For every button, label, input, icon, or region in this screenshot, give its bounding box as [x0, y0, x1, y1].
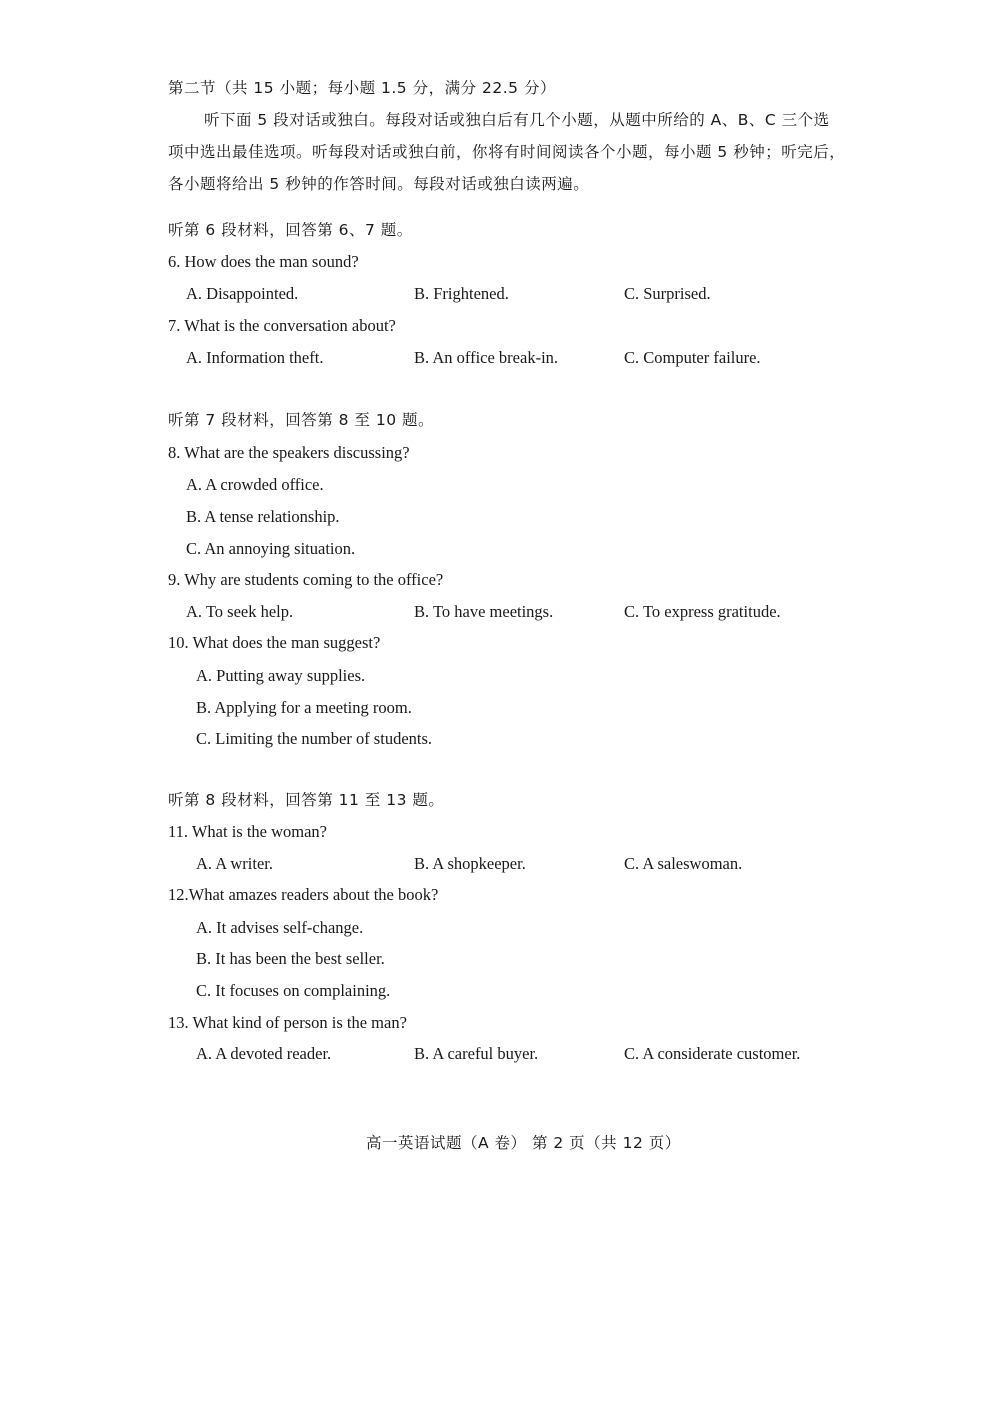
question-9-option-a: A. To seek help.	[186, 602, 294, 621]
question-12-option-c: C. It focuses on complaining.	[196, 981, 391, 1000]
instruction-line-1: 听下面 5 段对话或独白。每段对话或独白后有几个小题，从题中所给的 A、B、C 三个选	[204, 111, 830, 129]
question-8-option-c: C. An annoying situation.	[186, 539, 356, 558]
question-7-option-c: C. Computer failure.	[624, 348, 761, 367]
question-7-option-a: A. Information theft.	[186, 348, 324, 367]
question-13-option-c: C. A considerate customer.	[624, 1044, 801, 1063]
question-12-option-b: B. It has been the best seller.	[196, 949, 385, 968]
question-7-stem: 7. What is the conversation about?	[168, 316, 396, 335]
question-9-stem: 9. Why are students coming to the office?	[168, 570, 444, 589]
question-10-option-b: B. Applying for a meeting room.	[196, 698, 412, 717]
instruction-line-3: 各小题将给出 5 秒钟的作答时间。每段对话或独白读两遍。	[168, 175, 590, 193]
question-6-stem: 6. How does the man sound?	[168, 252, 359, 271]
question-6-option-b: B. Frightened.	[414, 284, 509, 303]
question-7-option-b: B. An office break-in.	[414, 348, 559, 367]
page-footer: 高一英语试题（A 卷） 第 2 页（共 12 页）	[366, 1134, 681, 1152]
group-heading-8: 听第 8 段材料，回答第 11 至 13 题。	[168, 791, 445, 809]
question-13-option-a: A. A devoted reader.	[196, 1044, 332, 1063]
question-11-option-a: A. A writer.	[196, 854, 273, 873]
question-8-option-b: B. A tense relationship.	[186, 507, 340, 526]
question-13-option-b: B. A careful buyer.	[414, 1044, 539, 1063]
question-8-option-a: A. A crowded office.	[186, 475, 324, 494]
question-11-stem: 11. What is the woman?	[168, 822, 328, 841]
question-6-option-c: C. Surprised.	[624, 284, 711, 303]
question-10-option-c: C. Limiting the number of students.	[196, 729, 433, 748]
section-header: 第二节（共 15 小题；每小题 1.5 分，满分 22.5 分）	[168, 79, 556, 97]
question-10-stem: 10. What does the man suggest?	[168, 633, 381, 652]
question-11-option-c: C. A saleswoman.	[624, 854, 743, 873]
question-8-stem: 8. What are the speakers discussing?	[168, 443, 410, 462]
group-heading-7: 听第 7 段材料，回答第 8 至 10 题。	[168, 411, 435, 429]
question-9-option-b: B. To have meetings.	[414, 602, 554, 621]
question-6-option-a: A. Disappointed.	[186, 284, 299, 303]
question-12-stem: 12.What amazes readers about the book?	[168, 885, 439, 904]
group-heading-6: 听第 6 段材料，回答第 6、7 题。	[168, 221, 413, 239]
instruction-line-2: 项中选出最佳选项。听每段对话或独白前，你将有时间阅读各个小题，每小题 5 秒钟；听完后，	[168, 143, 846, 161]
question-9-option-c: C. To express gratitude.	[624, 602, 781, 621]
question-11-option-b: B. A shopkeeper.	[414, 854, 526, 873]
question-13-stem: 13. What kind of person is the man?	[168, 1013, 407, 1032]
question-12-option-a: A. It advises self-change.	[196, 918, 364, 937]
question-10-option-a: A. Putting away supplies.	[196, 666, 366, 685]
